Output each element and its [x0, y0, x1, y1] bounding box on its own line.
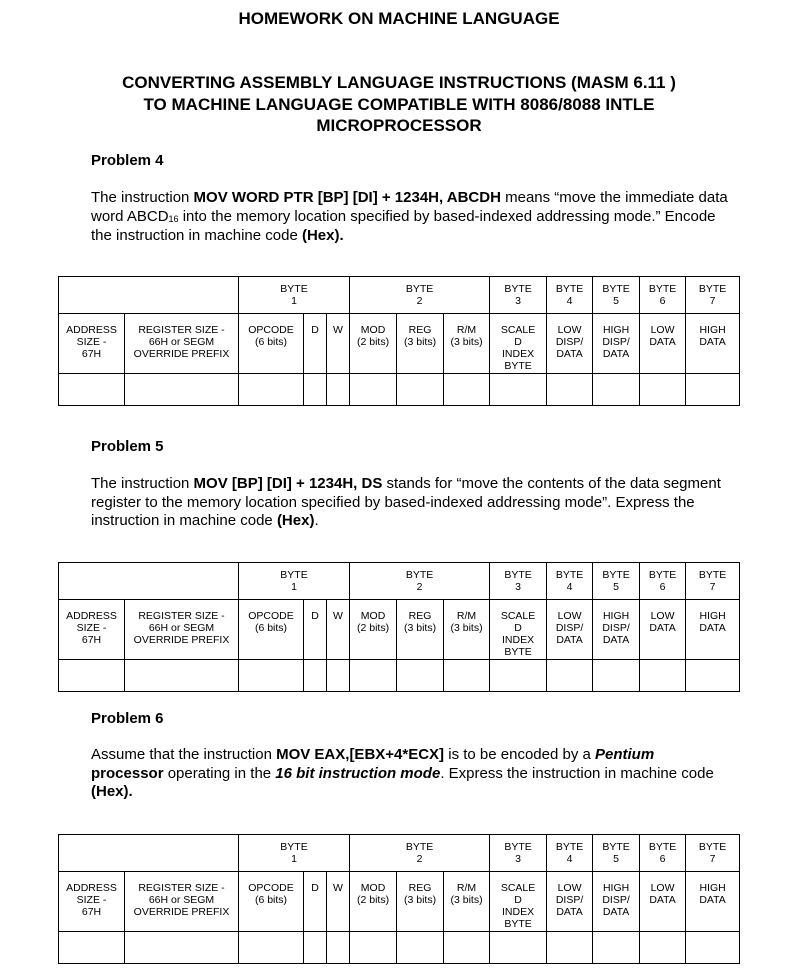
high-data-label: HIGH DATA [686, 872, 740, 932]
answer-cell-reg[interactable] [397, 374, 444, 406]
answer-cell-reg[interactable] [397, 932, 444, 964]
w-bit-label: W [327, 314, 350, 374]
w-bit-label: W [327, 600, 350, 660]
byte-6-header: BYTE 6 [640, 277, 686, 314]
answer-cell-rm[interactable] [444, 374, 490, 406]
answer-cell-rm[interactable] [444, 932, 490, 964]
answer-cell-low-disp[interactable] [547, 660, 593, 692]
register-size-label: REGISTER SIZE - 66H or SEGM OVERRIDE PREFIX [125, 872, 239, 932]
scaled-index-label: SCALE D INDEX BYTE [490, 600, 547, 660]
low-data-label: LOW DATA [640, 872, 686, 932]
byte-2-header: BYTE 2 [350, 277, 490, 314]
address-size-label: ADDRESS SIZE - 67H [59, 314, 125, 374]
reg-label: REG (3 bits) [397, 314, 444, 374]
high-data-label: HIGH DATA [686, 600, 740, 660]
high-disp-label: HIGH DISP/ DATA [593, 872, 640, 932]
answer-cell-register-size[interactable] [125, 932, 239, 964]
answer-cell-address-size[interactable] [59, 374, 125, 406]
d-bit-label: D [304, 600, 327, 660]
address-size-label: ADDRESS SIZE - 67H [59, 600, 125, 660]
encoding-table-problem-4 [58, 276, 740, 406]
answer-cell-rm[interactable] [444, 660, 490, 692]
page-title: HOMEWORK ON MACHINE LANGUAGE [238, 9, 560, 28]
answer-cell-high-disp[interactable] [593, 932, 640, 964]
answer-cell-d[interactable] [304, 660, 327, 692]
byte-4-header: BYTE 4 [547, 277, 593, 314]
low-disp-label: LOW DISP/ DATA [547, 872, 593, 932]
byte-4-header: BYTE 4 [547, 835, 593, 872]
answer-cell-w[interactable] [327, 374, 350, 406]
subtitle-line-3: MICROPROCESSOR [316, 116, 482, 135]
subtitle-line-1: CONVERTING ASSEMBLY LANGUAGE INSTRUCTIONS (MASM 6.11 ) [122, 73, 676, 92]
byte-7-header: BYTE 7 [686, 563, 740, 600]
answer-cell-w[interactable] [327, 660, 350, 692]
byte-1-header: BYTE 1 [239, 277, 350, 314]
empty-header-cell [59, 277, 239, 314]
byte-1-header: BYTE 1 [239, 563, 350, 600]
byte-5-header: BYTE 5 [593, 835, 640, 872]
answer-cell-low-disp[interactable] [547, 932, 593, 964]
rm-label: R/M (3 bits) [444, 872, 490, 932]
answer-cell-low-data[interactable] [640, 374, 686, 406]
scaled-index-label: SCALE D INDEX BYTE [490, 872, 547, 932]
byte-6-header: BYTE 6 [640, 563, 686, 600]
low-disp-label: LOW DISP/ DATA [547, 600, 593, 660]
answer-cell-mod[interactable] [350, 660, 397, 692]
byte-7-header: BYTE 7 [686, 277, 740, 314]
mod-label: MOD (2 bits) [350, 872, 397, 932]
problem-4-heading: Problem 4 [91, 152, 164, 169]
answer-cell-scaled-index[interactable] [490, 932, 547, 964]
answer-cell-high-disp[interactable] [593, 374, 640, 406]
answer-cell-high-data[interactable] [686, 374, 740, 406]
byte-2-header: BYTE 2 [350, 835, 490, 872]
answer-cell-low-disp[interactable] [547, 374, 593, 406]
byte-3-header: BYTE 3 [490, 563, 547, 600]
problem-5-text: The instruction MOV [BP] [DI] + 1234H, DS stands for “move the contents of the data segment register to the memory location specified by based-indexed addressing mode”. Express the instruction in machine code (Hex). [91, 475, 721, 529]
byte-3-header: BYTE 3 [490, 835, 547, 872]
byte-5-header: BYTE 5 [593, 277, 640, 314]
address-size-label: ADDRESS SIZE - 67H [59, 872, 125, 932]
rm-label: R/M (3 bits) [444, 600, 490, 660]
answer-cell-mod[interactable] [350, 932, 397, 964]
answer-cell-d[interactable] [304, 374, 327, 406]
opcode-label: OPCODE (6 bits) [239, 872, 304, 932]
answer-cell-high-data[interactable] [686, 932, 740, 964]
high-disp-label: HIGH DISP/ DATA [593, 314, 640, 374]
opcode-label: OPCODE (6 bits) [239, 314, 304, 374]
answer-cell-opcode[interactable] [239, 932, 304, 964]
opcode-label: OPCODE (6 bits) [239, 600, 304, 660]
register-size-label: REGISTER SIZE - 66H or SEGM OVERRIDE PREFIX [125, 600, 239, 660]
problem-6-text: Assume that the instruction MOV EAX,[EBX+4*ECX] is to be encoded by a Pentium processor operating in the 16 bit instruction mode. Express the instruction in machine code (Hex). [91, 746, 714, 800]
document-subtitle [60, 72, 738, 137]
rm-label: R/M (3 bits) [444, 314, 490, 374]
byte-2-header: BYTE 2 [350, 563, 490, 600]
register-size-label: REGISTER SIZE - 66H or SEGM OVERRIDE PREFIX [125, 314, 239, 374]
reg-label: REG (3 bits) [397, 872, 444, 932]
answer-cell-reg[interactable] [397, 660, 444, 692]
subtitle-line-2: TO MACHINE LANGUAGE COMPATIBLE WITH 8086/8088 INTLE [143, 94, 655, 114]
answer-cell-address-size[interactable] [59, 932, 125, 964]
scaled-index-label: SCALE D INDEX BYTE [490, 314, 547, 374]
d-bit-label: D [304, 872, 327, 932]
empty-header-cell [59, 835, 239, 872]
byte-3-header: BYTE 3 [490, 277, 547, 314]
answer-cell-w[interactable] [327, 932, 350, 964]
encoding-table-problem-5 [58, 562, 740, 692]
answer-cell-opcode[interactable] [239, 660, 304, 692]
answer-cell-low-data[interactable] [640, 932, 686, 964]
answer-cell-low-data[interactable] [640, 660, 686, 692]
answer-cell-high-disp[interactable] [593, 660, 640, 692]
answer-cell-opcode[interactable] [239, 374, 304, 406]
answer-cell-d[interactable] [304, 932, 327, 964]
encoding-table-problem-6 [58, 834, 740, 964]
mod-label: MOD (2 bits) [350, 314, 397, 374]
byte-6-header: BYTE 6 [640, 835, 686, 872]
answer-cell-scaled-index[interactable] [490, 374, 547, 406]
high-disp-label: HIGH DISP/ DATA [593, 600, 640, 660]
answer-cell-scaled-index[interactable] [490, 660, 547, 692]
byte-4-header: BYTE 4 [547, 563, 593, 600]
byte-7-header: BYTE 7 [686, 835, 740, 872]
low-data-label: LOW DATA [640, 600, 686, 660]
answer-cell-mod[interactable] [350, 374, 397, 406]
low-data-label: LOW DATA [640, 314, 686, 374]
problem-4-text: The instruction MOV WORD PTR [BP] [DI] + 1234H, ABCDH means “move the immediate data word $ABCD_{16}$ into the memory location specified by based-indexed addressing mode.” Encode the instruction in machine code (Hex). [91, 189, 728, 244]
answer-cell-register-size[interactable] [125, 660, 239, 692]
answer-cell-register-size[interactable] [125, 374, 239, 406]
reg-label: REG (3 bits) [397, 600, 444, 660]
problem-5-heading: Problem 5 [91, 438, 164, 455]
byte-1-header: BYTE 1 [239, 835, 350, 872]
byte-5-header: BYTE 5 [593, 563, 640, 600]
problem-6-heading: Problem 6 [91, 710, 164, 727]
d-bit-label: D [304, 314, 327, 374]
low-disp-label: LOW DISP/ DATA [547, 314, 593, 374]
answer-cell-address-size[interactable] [59, 660, 125, 692]
w-bit-label: W [327, 872, 350, 932]
empty-header-cell [59, 563, 239, 600]
answer-cell-high-data[interactable] [686, 660, 740, 692]
high-data-label: HIGH DATA [686, 314, 740, 374]
mod-label: MOD (2 bits) [350, 600, 397, 660]
